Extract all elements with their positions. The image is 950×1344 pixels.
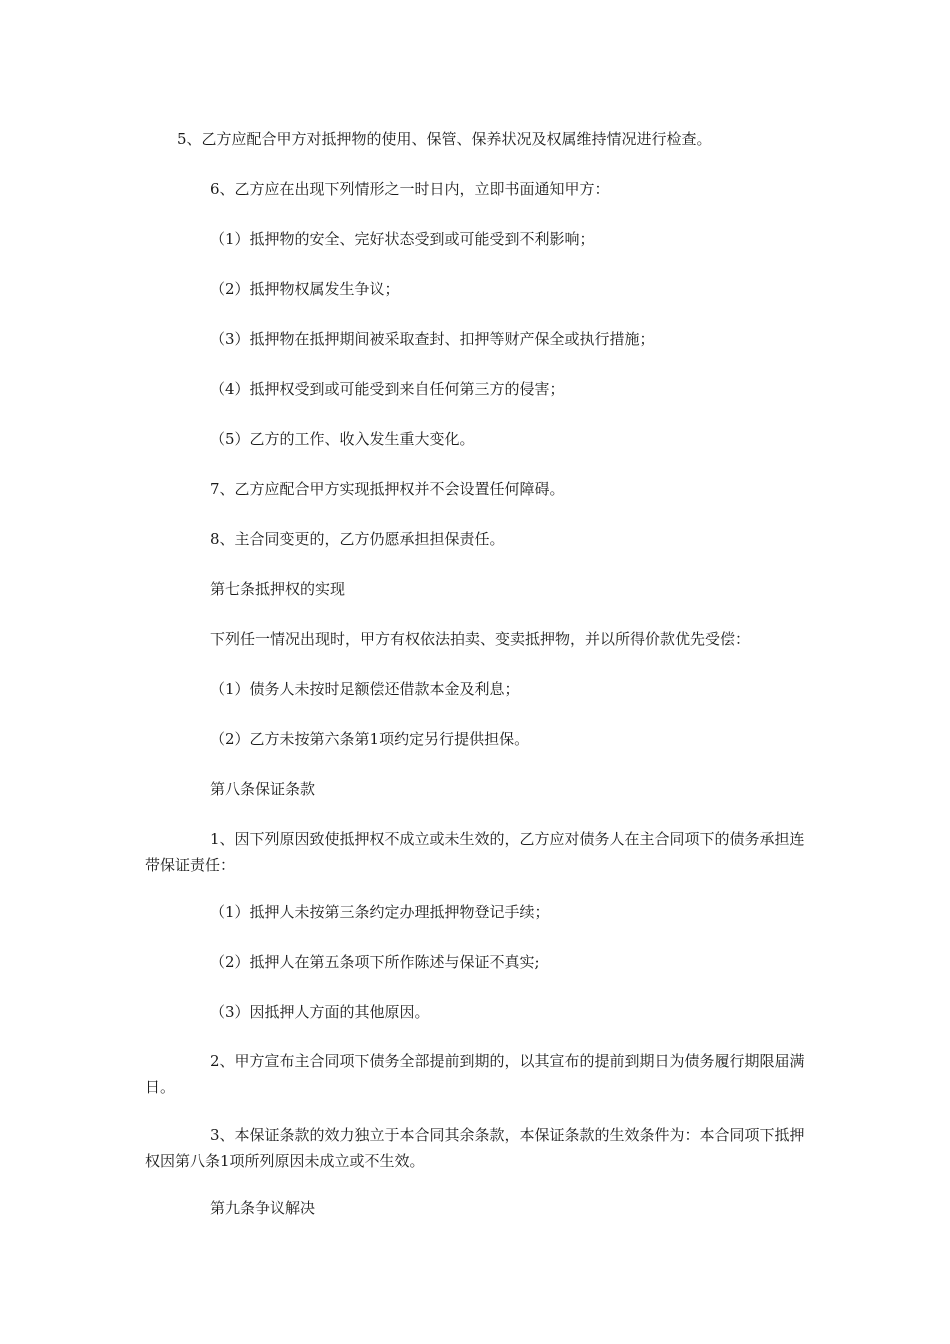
paragraph: 8、主合同变更的，乙方仍愿承担担保责任。 xyxy=(210,530,505,548)
list-item: （1）债务人未按时足额偿还借款本金及利息； xyxy=(210,680,520,698)
section-heading: 第七条抵押权的实现 xyxy=(210,580,346,598)
list-item: （4）抵押权受到或可能受到来自任何第三方的侵害； xyxy=(210,380,565,398)
section-heading: 第九条争议解决 xyxy=(210,1199,316,1217)
list-item: （2）乙方未按第六条第1项约定另行提供担保。 xyxy=(210,730,530,748)
paragraph: 下列任一情况出现时，甲方有权依法拍卖、变卖抵押物，并以所得价款优先受偿： xyxy=(210,630,751,648)
list-item: （1）抵押物的安全、完好状态受到或可能受到不利影响； xyxy=(210,230,595,248)
paragraph: 1、因下列原因致使抵押权不成立或未生效的，乙方应对债务人在主合同项下的债务承担连带保证责任： xyxy=(145,830,805,874)
list-item: （2）抵押物权属发生争议； xyxy=(210,280,400,298)
paragraph: 2、甲方宣布主合同项下债务全部提前到期的，以其宣布的提前到期日为债务履行期限届满日。 xyxy=(145,1052,805,1096)
list-item: （1）抵押人未按第三条约定办理抵押物登记手续； xyxy=(210,903,550,921)
list-item: （3）因抵押人方面的其他原因。 xyxy=(210,1003,430,1021)
paragraph: 3、本保证条款的效力独立于本合同其余条款，本保证条款的生效条件为：本合同项下抵押权因第八条1项所列原因未成立或不生效。 xyxy=(145,1126,805,1170)
list-item: （5）乙方的工作、收入发生重大变化。 xyxy=(210,430,475,448)
paragraph: 7、乙方应配合甲方实现抵押权并不会设置任何障碍。 xyxy=(210,480,565,498)
list-item: （2）抵押人在第五条项下所作陈述与保证不真实; xyxy=(210,953,540,971)
paragraph: 6、乙方应在出现下列情形之一时日内，立即书面通知甲方： xyxy=(210,180,610,198)
list-item: （3）抵押物在抵押期间被采取查封、扣押等财产保全或执行措施； xyxy=(210,330,655,348)
section-heading: 第八条保证条款 xyxy=(210,780,316,798)
paragraph: 5、乙方应配合甲方对抵押物的使用、保管、保养状况及权属维持情况进行检查。 xyxy=(177,130,712,148)
